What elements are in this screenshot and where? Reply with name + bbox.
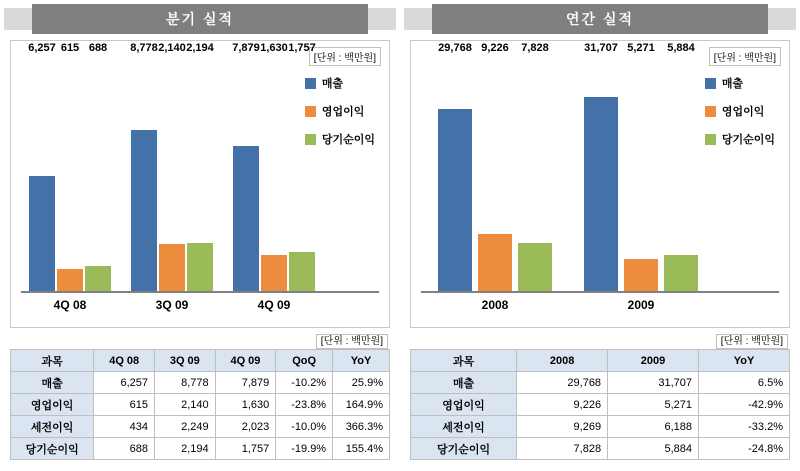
bar-value-label: 2,140 <box>158 42 186 54</box>
bar-revenue <box>131 130 157 291</box>
bar-value-label: 1,630 <box>260 42 288 54</box>
bar-value-label: 31,707 <box>584 42 618 54</box>
bar-operating-profit <box>57 269 83 291</box>
row-label: 매출 <box>11 372 94 394</box>
table-row <box>11 416 390 438</box>
bar-operating-profit <box>159 244 185 291</box>
legend-label: 당기순이익 <box>721 134 775 146</box>
bar-value-label: 7,879 <box>232 42 260 54</box>
annual-chart <box>410 40 790 328</box>
table-cell: 1,757 <box>215 438 276 460</box>
table-cell: 366.3% <box>333 416 390 438</box>
quarterly-panel <box>4 0 396 471</box>
table-header-row <box>411 350 790 372</box>
annual-title: 연간 실적 <box>432 4 768 34</box>
row-label: 당기순이익 <box>11 438 94 460</box>
table-cell: -10.0% <box>276 416 333 438</box>
row-label: 세전이익 <box>11 416 94 438</box>
bar-value-label: 8,778 <box>130 42 158 54</box>
table-cell: 5,884 <box>608 438 699 460</box>
table-cell: 434 <box>94 416 155 438</box>
bar-revenue <box>29 176 55 291</box>
legend-label: 매출 <box>321 78 344 90</box>
table-header-cell: 2009 <box>608 350 699 372</box>
category-label: 3Q 09 <box>155 298 189 312</box>
table-cell: 31,707 <box>608 372 699 394</box>
bar-operating-profit <box>261 255 287 291</box>
bar-operating-profit <box>624 259 658 291</box>
table-cell: 9,269 <box>517 416 608 438</box>
annual-table-unit-note: [단위 : 백만원] <box>404 332 788 347</box>
bar-value-label: 6,257 <box>28 42 56 54</box>
table-cell: 29,768 <box>517 372 608 394</box>
table-cell: 688 <box>94 438 155 460</box>
row-label: 당기순이익 <box>411 438 517 460</box>
category-label: 4Q 09 <box>257 298 291 312</box>
bar-group <box>231 42 317 312</box>
table-cell: 2,249 <box>155 416 216 438</box>
bar-group <box>129 42 215 312</box>
table-header-cell: YoY <box>333 350 390 372</box>
table-header-cell: 2008 <box>517 350 608 372</box>
table-cell: 7,828 <box>517 438 608 460</box>
table-row <box>11 438 390 460</box>
title-cap-left <box>4 8 32 30</box>
bar-operating-profit <box>478 234 512 291</box>
table-cell: 5,271 <box>608 394 699 416</box>
table-header-cell: YoY <box>699 350 790 372</box>
x-axis-line <box>21 291 379 293</box>
quarterly-title-bar <box>4 4 396 34</box>
bar-value-label: 5,271 <box>627 42 655 54</box>
table-cell: 2,194 <box>155 438 216 460</box>
bar-value-label: 615 <box>60 42 80 54</box>
category-label: 2009 <box>627 298 655 312</box>
bar-group <box>581 42 701 312</box>
bar-net-profit <box>518 243 552 291</box>
title-cap-left <box>404 8 432 30</box>
annual-table <box>410 349 790 460</box>
category-label: 2008 <box>481 298 509 312</box>
table-cell: 8,778 <box>155 372 216 394</box>
table-cell: -10.2% <box>276 372 333 394</box>
quarterly-chart <box>10 40 390 328</box>
title-cap-right <box>368 8 396 30</box>
table-cell: 7,879 <box>215 372 276 394</box>
table-cell: 9,226 <box>517 394 608 416</box>
table-row <box>411 372 790 394</box>
bar-revenue <box>584 97 618 291</box>
table-row <box>411 416 790 438</box>
table-cell: 615 <box>94 394 155 416</box>
table-cell: 155.4% <box>333 438 390 460</box>
table-cell: 6,257 <box>94 372 155 394</box>
bar-value-label: 7,828 <box>521 42 549 54</box>
table-header-cell: 3Q 09 <box>155 350 216 372</box>
row-label: 세전이익 <box>411 416 517 438</box>
bar-value-label: 29,768 <box>438 42 472 54</box>
bar-revenue <box>438 109 472 291</box>
bar-net-profit <box>664 255 698 291</box>
title-cap-right <box>768 8 796 30</box>
table-row <box>411 394 790 416</box>
table-cell: 1,630 <box>215 394 276 416</box>
table-cell: -24.8% <box>699 438 790 460</box>
table-cell: 25.9% <box>333 372 390 394</box>
row-label: 매출 <box>411 372 517 394</box>
table-header-cell: 4Q 09 <box>215 350 276 372</box>
table-cell: 2,140 <box>155 394 216 416</box>
table-cell: 6.5% <box>699 372 790 394</box>
legend-label: 영업이익 <box>721 106 765 118</box>
bar-value-label: 2,194 <box>186 42 214 54</box>
table-cell: -42.9% <box>699 394 790 416</box>
bar-net-profit <box>289 252 315 291</box>
bar-group <box>435 42 555 312</box>
row-label: 영업이익 <box>11 394 94 416</box>
bar-value-label: 1,757 <box>288 42 316 54</box>
table-cell: -19.9% <box>276 438 333 460</box>
category-label: 4Q 08 <box>53 298 87 312</box>
legend-label: 매출 <box>721 78 744 90</box>
quarterly-title: 분기 실적 <box>32 4 368 34</box>
legend-label: 당기순이익 <box>321 134 375 146</box>
table-cell: 6,188 <box>608 416 699 438</box>
table-header-cell: QoQ <box>276 350 333 372</box>
table-header-cell: 4Q 08 <box>94 350 155 372</box>
table-header-cell: 과목 <box>411 350 517 372</box>
bar-net-profit <box>187 243 213 291</box>
bar-net-profit <box>85 266 111 291</box>
row-label: 영업이익 <box>411 394 517 416</box>
bar-value-label: 9,226 <box>481 42 509 54</box>
annual-panel <box>404 0 796 471</box>
table-header-cell: 과목 <box>11 350 94 372</box>
quarterly-table <box>10 349 390 460</box>
table-cell: -33.2% <box>699 416 790 438</box>
annual-chart-unit-note: [단위 : 백만원] <box>709 47 781 66</box>
table-row <box>11 372 390 394</box>
legend-label: 영업이익 <box>321 106 365 118</box>
bar-revenue <box>233 146 259 291</box>
table-cell: 164.9% <box>333 394 390 416</box>
table-row <box>411 438 790 460</box>
annual-title-bar <box>404 4 796 34</box>
table-row <box>11 394 390 416</box>
bar-group <box>27 42 113 312</box>
table-cell: -23.8% <box>276 394 333 416</box>
bar-value-label: 5,884 <box>667 42 695 54</box>
table-header-row <box>11 350 390 372</box>
table-cell: 2,023 <box>215 416 276 438</box>
quarterly-table-unit-note: [단위 : 백만원] <box>4 332 388 347</box>
bar-value-label: 688 <box>88 42 108 54</box>
quarterly-chart-unit-note: [단위 : 백만원] <box>309 47 381 66</box>
x-axis-line <box>421 291 779 293</box>
